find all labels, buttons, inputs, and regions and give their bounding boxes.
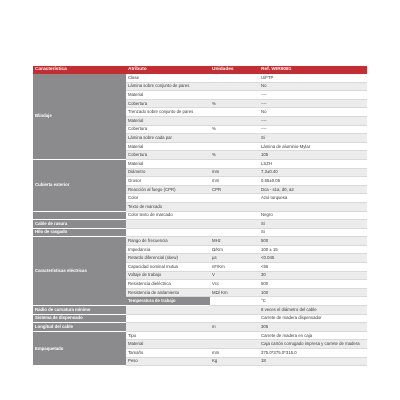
unit-cell	[210, 314, 259, 323]
attribute-cell: Resistencia de aislamiento	[126, 288, 210, 297]
attribute-cell: Texto de marcado	[126, 202, 210, 211]
category-cell: Radio de curvatura mínimo	[33, 306, 126, 315]
table-row	[33, 331, 367, 340]
attribute-cell: Trenzado sobre conjunto de pares	[126, 108, 210, 117]
table-row	[33, 314, 367, 323]
category-cell: Cable de rasura	[33, 220, 126, 229]
unit-cell: V	[210, 271, 259, 280]
unit-cell: %	[210, 125, 259, 134]
unit-cell	[210, 194, 259, 203]
attribute-cell: Tamaño	[126, 349, 210, 358]
unit-cell: %	[210, 99, 259, 108]
value-cell: No	[259, 108, 367, 117]
value-cell: 7.3±0.40	[259, 168, 367, 177]
unit-cell: Kg	[210, 357, 259, 366]
value-cell: 105	[259, 151, 367, 160]
attribute-cell: Reacción al fuego (CPR)	[126, 185, 210, 194]
attribute-cell: Lámina sobre conjunto de pares	[126, 82, 210, 91]
value-cell: Si	[259, 220, 367, 229]
spec-table	[33, 66, 367, 366]
value-cell: Carrete de madera en caja	[259, 331, 367, 340]
attribute-cell: Grosor	[126, 177, 210, 186]
attribute-cell: Lámina sobre cada par	[126, 134, 210, 143]
table-header-row	[33, 66, 367, 74]
header-attribute: Atributo	[126, 66, 210, 74]
value-cell: 375.0*375.0*315.0	[259, 349, 367, 358]
unit-cell	[210, 142, 259, 151]
unit-cell	[210, 220, 259, 229]
table-row	[33, 306, 367, 315]
attribute-cell	[126, 306, 210, 315]
category-cell: Longitud del cable	[33, 323, 126, 332]
attribute-cell	[126, 220, 210, 229]
value-cell: 18	[259, 357, 367, 366]
unit-cell	[210, 91, 259, 100]
value-cell: Caja cartón corrugado impresa y carrete de madera	[259, 340, 367, 349]
value-cell: LSZH	[259, 159, 367, 168]
attribute-cell: Resistencia dieléctrica	[126, 280, 210, 289]
unit-cell: mm	[210, 168, 259, 177]
unit-cell	[210, 108, 259, 117]
attribute-cell: Capacidad nominal mutua	[126, 263, 210, 272]
value-cell: 500	[259, 237, 367, 246]
unit-cell	[210, 331, 259, 340]
attribute-cell: Cobertura	[126, 99, 210, 108]
value-cell: Carrete de madera dispensador	[259, 314, 367, 323]
unit-cell	[210, 202, 259, 211]
value-cell: U/FTP	[259, 74, 367, 82]
table-row	[33, 228, 367, 237]
table-row	[33, 323, 367, 332]
value-cell: 8 veces el diámetro del cable	[259, 306, 367, 315]
unit-cell: °C	[259, 297, 367, 306]
unit-cell	[210, 228, 259, 237]
unit-cell	[210, 159, 259, 168]
unit-cell	[210, 340, 259, 349]
category-cell	[33, 211, 126, 220]
value-cell: <56	[259, 263, 367, 272]
table-row	[33, 159, 367, 168]
unit-cell: nF/Km	[210, 263, 259, 272]
unit-cell: mm	[210, 177, 259, 186]
value-cell: No	[259, 82, 367, 91]
value-cell: ----	[259, 99, 367, 108]
table-row	[33, 74, 367, 82]
value-cell: 500	[259, 280, 367, 289]
unit-cell: mm	[210, 349, 259, 358]
category-cell: Características eléctricas	[33, 237, 126, 306]
unit-cell: CPR	[210, 185, 259, 194]
attribute-cell: Peso	[126, 357, 210, 366]
attribute-cell: Voltaje de trabajo	[126, 271, 210, 280]
attribute-cell: Material	[126, 116, 210, 125]
attribute-cell	[126, 314, 210, 323]
value-cell: Lámina de aluminio-Mylar	[259, 142, 367, 151]
attribute-cell: Impedancia	[126, 245, 210, 254]
category-cell: Temperatura de trabajo	[126, 297, 210, 306]
category-cell: Sistema de dispensado	[33, 314, 126, 323]
category-cell: Cubierta exterior	[33, 159, 126, 211]
header-characteristic: Característica	[33, 66, 126, 74]
header-units: Unidades	[210, 66, 259, 74]
unit-cell	[210, 211, 259, 220]
table-row	[33, 211, 367, 220]
unit-cell	[210, 116, 259, 125]
attribute-cell: Color	[126, 194, 210, 203]
unit-cell	[210, 82, 259, 91]
attribute-cell: Tipo	[126, 331, 210, 340]
unit-cell: MΩ/ Km	[210, 288, 259, 297]
value-cell: Si	[259, 228, 367, 237]
table-row	[33, 220, 367, 229]
value-cell	[259, 202, 367, 211]
unit-cell	[210, 134, 259, 143]
attribute-cell: Material	[126, 142, 210, 151]
category-cell: Blindaje	[33, 74, 126, 159]
attribute-cell: Retardo diferencial (skew)	[126, 254, 210, 263]
value-cell: 100 ± 15	[259, 245, 367, 254]
value-cell: 30	[259, 271, 367, 280]
unit-cell: Ω/Km	[210, 245, 259, 254]
value-cell: Azul turquesa	[259, 194, 367, 203]
unit-cell: µs	[210, 254, 259, 263]
unit-cell: m	[210, 323, 259, 332]
attribute-cell: Material	[126, 340, 210, 349]
category-cell: Hilo de rasgado	[33, 228, 126, 237]
attribute-cell: Color texto de marcado	[126, 211, 210, 220]
unit-cell	[210, 74, 259, 82]
unit-cell	[210, 306, 259, 315]
value-cell: Dca - s1a, d0, a2	[259, 185, 367, 194]
unit-cell: Vcc	[210, 280, 259, 289]
value-cell: ----	[259, 91, 367, 100]
unit-cell: %	[210, 151, 259, 160]
attribute-cell: Cobertura	[126, 151, 210, 160]
value-cell: ----	[259, 125, 367, 134]
unit-cell: MHz	[210, 237, 259, 246]
attribute-cell: Material	[126, 159, 210, 168]
category-cell: Empaquetado	[33, 331, 126, 365]
value-cell: 0.65±0.05	[259, 177, 367, 186]
attribute-cell	[126, 228, 210, 237]
table-row	[33, 237, 367, 246]
header-reference: Ref. WIR9081	[259, 66, 367, 74]
value-cell: ----	[259, 116, 367, 125]
attribute-cell: Diámetro	[126, 168, 210, 177]
value-cell: 305	[259, 323, 367, 332]
value-cell: <0.045	[259, 254, 367, 263]
value-cell: Negro	[259, 211, 367, 220]
spec-table-body	[33, 74, 367, 366]
value-cell: 100	[259, 288, 367, 297]
attribute-cell	[126, 323, 210, 332]
attribute-cell: Clase	[126, 74, 210, 82]
attribute-cell: Cobertura	[126, 125, 210, 134]
attribute-cell	[210, 297, 259, 306]
attribute-cell: Rango de frecuencia	[126, 237, 210, 246]
value-cell: Si	[259, 134, 367, 143]
attribute-cell: Material	[126, 91, 210, 100]
